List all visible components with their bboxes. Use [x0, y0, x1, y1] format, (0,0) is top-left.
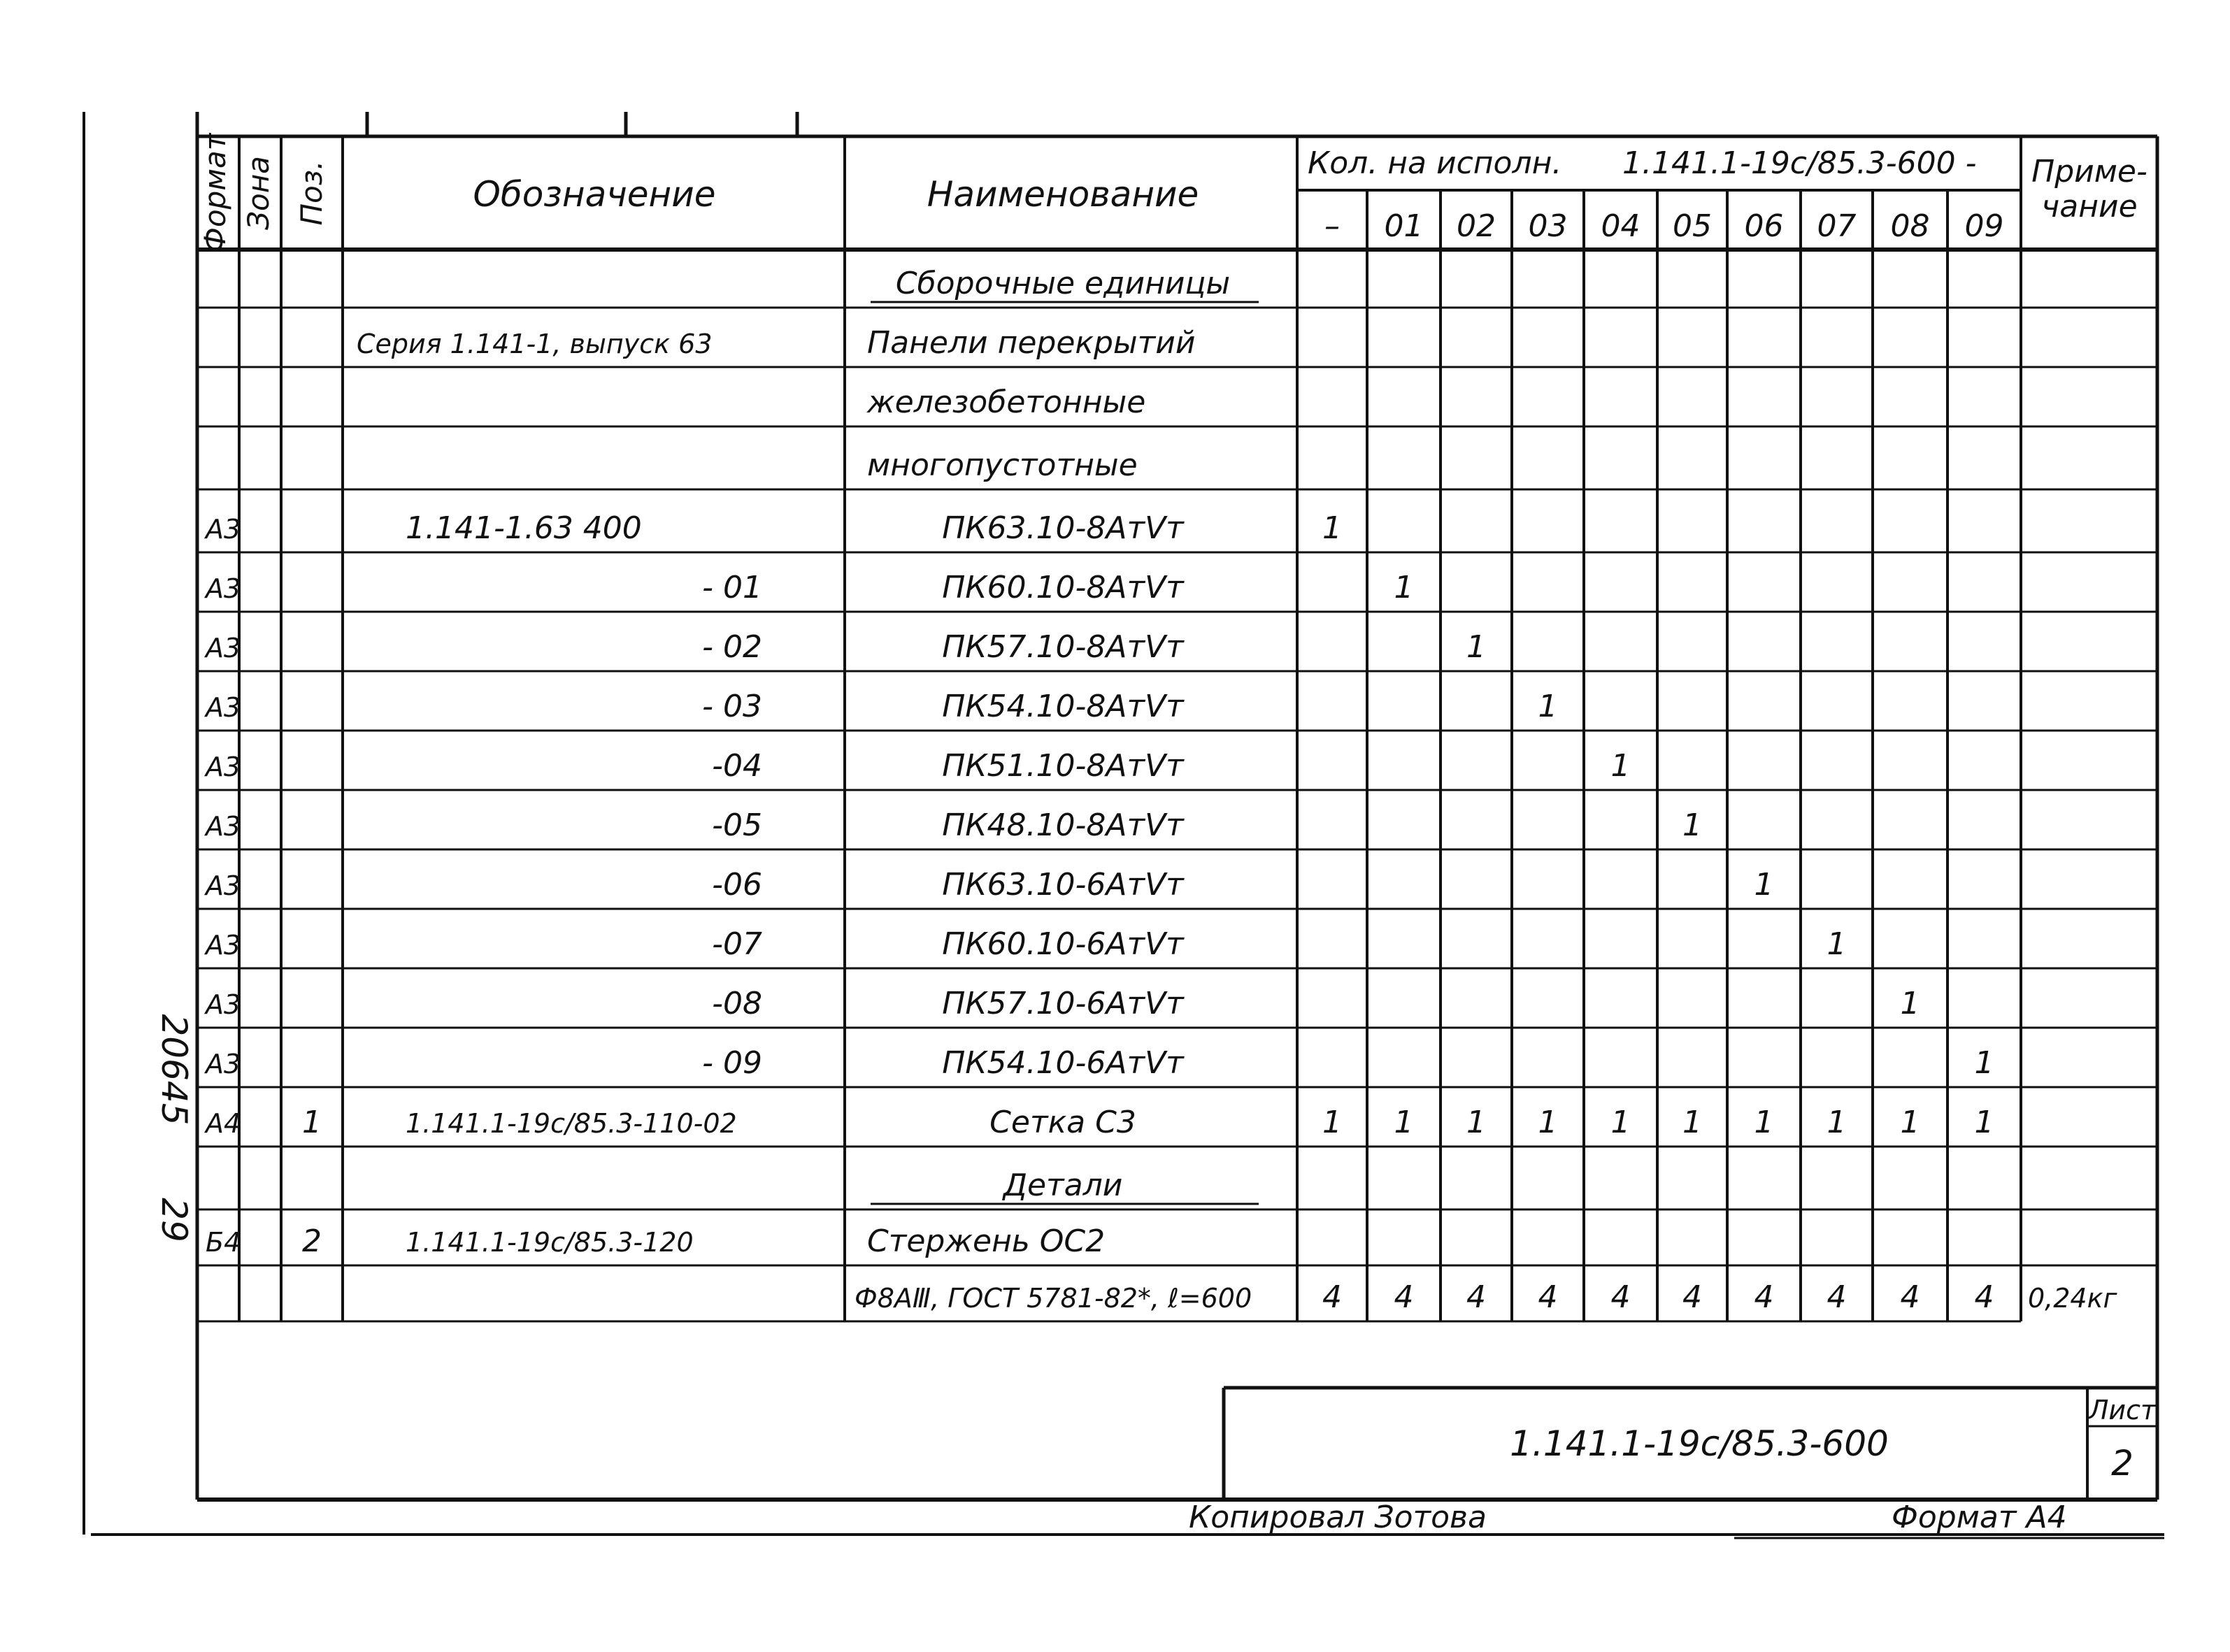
cell-name: ПК63.10-6АтⅤт [942, 867, 1184, 903]
cell-designation: -06 [712, 867, 762, 903]
cell-format: А3 [206, 930, 241, 961]
cell-quantity-9: 4 [1974, 1279, 1994, 1315]
cell-format: А3 [206, 752, 241, 782]
cell-position: 2 [302, 1223, 322, 1259]
cell-quantity-5: 1 [1682, 1105, 1702, 1140]
variant-header-2: 02 [1457, 208, 1496, 244]
cell-name: ПК63.10-8АтⅤт [942, 510, 1184, 546]
cell-name: ПК54.10-8АтⅤт [942, 689, 1184, 724]
cell-name: ПК54.10-6АтⅤт [942, 1045, 1184, 1081]
sheet-number: 2 [2111, 1443, 2133, 1484]
document-code: 1.141.1-19с/85.3-600 [1510, 1423, 1889, 1464]
cell-designation: - 03 [702, 689, 762, 724]
cell-name: Сборочные единицы [895, 266, 1231, 301]
cell-designation: 1.141.1-19с/85.3-110-02 [406, 1108, 737, 1139]
header-quantity-title: Кол. на исполн. [1308, 145, 1562, 181]
cell-name: железобетонные [867, 385, 1146, 420]
sheet-label: Лист [2088, 1395, 2157, 1425]
specification-table [197, 266, 2157, 1321]
variant-header-6: 06 [1744, 208, 1784, 244]
cell-quantity-5: 4 [1682, 1279, 1702, 1315]
cell-designation: -05 [712, 807, 762, 843]
cell-format: Б4 [206, 1227, 241, 1258]
cell-quantity-6: 1 [1754, 1105, 1774, 1140]
header-format: Формат [198, 133, 232, 253]
cell-designation: -07 [712, 926, 762, 962]
cell-format: А3 [206, 870, 241, 901]
cell-quantity-4: 4 [1610, 1279, 1631, 1315]
cell-quantity-8: 1 [1900, 986, 1920, 1021]
cell-quantity-0: 1 [1322, 1105, 1342, 1140]
cell-quantity-3: 4 [1538, 1279, 1558, 1315]
cell-quantity-9: 1 [1974, 1105, 1994, 1140]
cell-designation: 1.141.1-19с/85.3-120 [406, 1227, 694, 1258]
header-position: Поз. [294, 160, 329, 226]
cell-name: ПК57.10-8АтⅤт [942, 629, 1184, 665]
cell-quantity-9: 1 [1974, 1045, 1994, 1081]
header-name: Наименование [927, 174, 1199, 215]
cell-designation: -04 [712, 748, 762, 784]
header-designation: Обозначение [473, 174, 716, 215]
cell-format: А3 [206, 1049, 241, 1079]
cell-quantity-1: 1 [1394, 1105, 1414, 1140]
cell-format: А3 [206, 514, 241, 545]
cell-designation: - 01 [702, 570, 762, 605]
cell-note: 0,24кг [2028, 1283, 2117, 1314]
cell-quantity-3: 1 [1538, 1105, 1558, 1140]
cell-format: А4 [206, 1108, 241, 1139]
cell-quantity-2: 1 [1466, 629, 1486, 665]
cell-designation: -08 [712, 986, 762, 1021]
cell-format: А3 [206, 692, 241, 723]
cell-name: ПК48.10-8АтⅤт [942, 807, 1184, 843]
cell-quantity-8: 4 [1900, 1279, 1920, 1315]
cell-quantity-1: 1 [1394, 570, 1414, 605]
header-quantity-code: 1.141.1-19с/85.3-600 - [1622, 145, 1977, 181]
cell-quantity-4: 1 [1610, 1105, 1631, 1140]
cell-name: Детали [1003, 1168, 1123, 1203]
variant-header-7: 07 [1817, 208, 1857, 244]
cell-designation: - 09 [702, 1045, 762, 1081]
cell-quantity-2: 4 [1466, 1279, 1486, 1315]
cell-quantity-2: 1 [1466, 1105, 1486, 1140]
page-mark: 29 [154, 1198, 194, 1242]
cell-quantity-3: 1 [1538, 689, 1558, 724]
cell-quantity-6: 1 [1754, 867, 1774, 903]
cell-designation: Серия 1.141-1, выпуск 63 [357, 329, 713, 359]
cell-name: Стержень ОС2 [867, 1223, 1106, 1259]
cell-quantity-7: 4 [1827, 1279, 1847, 1315]
cell-quantity-7: 1 [1827, 1105, 1847, 1140]
variant-header-5: 05 [1673, 208, 1712, 244]
cell-quantity-5: 1 [1682, 807, 1702, 843]
sheet-format: Формат А4 [1892, 1500, 2067, 1535]
variant-header-8: 08 [1890, 208, 1930, 244]
cell-quantity-6: 4 [1754, 1279, 1774, 1315]
cell-name: ПК51.10-8АтⅤт [942, 748, 1184, 784]
cell-name: ПК60.10-8АтⅤт [942, 570, 1184, 605]
variant-header-9: 09 [1964, 208, 2004, 244]
variant-header-0: – [1324, 208, 1340, 244]
cell-name: ПК60.10-6АтⅤт [942, 926, 1184, 962]
variant-header-3: 03 [1528, 208, 1568, 244]
cell-name: Сетка С3 [989, 1105, 1136, 1140]
cell-name: ПК57.10-6АтⅤт [942, 986, 1184, 1021]
variant-header-4: 04 [1601, 208, 1641, 244]
header-zone: Зона [241, 156, 276, 230]
copied-by: Копировал Зотова [1189, 1500, 1487, 1535]
cell-name: Ф8АⅢ, ГОСТ 5781-82*, ℓ=600 [855, 1283, 1252, 1314]
cell-name: многопустотные [867, 447, 1138, 483]
cell-designation: - 02 [702, 629, 762, 665]
cell-quantity-8: 1 [1900, 1105, 1920, 1140]
cell-quantity-0: 1 [1322, 510, 1342, 546]
title-block [1224, 1388, 2157, 1500]
cell-quantity-4: 1 [1610, 748, 1631, 784]
header-note: Приме- [2031, 154, 2147, 189]
cell-format: А3 [206, 811, 241, 842]
cell-format: А3 [206, 573, 241, 604]
header-note: чание [2041, 189, 2138, 224]
cell-position: 1 [302, 1105, 322, 1140]
cell-quantity-1: 4 [1394, 1279, 1414, 1315]
specification-header [197, 132, 2157, 1321]
variant-header-1: 01 [1384, 208, 1424, 244]
inventory-number: 20645 [154, 1014, 194, 1126]
cell-quantity-7: 1 [1827, 926, 1847, 962]
cell-designation: 1.141-1.63 400 [406, 510, 642, 546]
cell-format: А3 [206, 633, 241, 663]
cell-name: Панели перекрытий [867, 325, 1196, 361]
cell-format: А3 [206, 989, 241, 1020]
cell-quantity-0: 4 [1322, 1279, 1342, 1315]
